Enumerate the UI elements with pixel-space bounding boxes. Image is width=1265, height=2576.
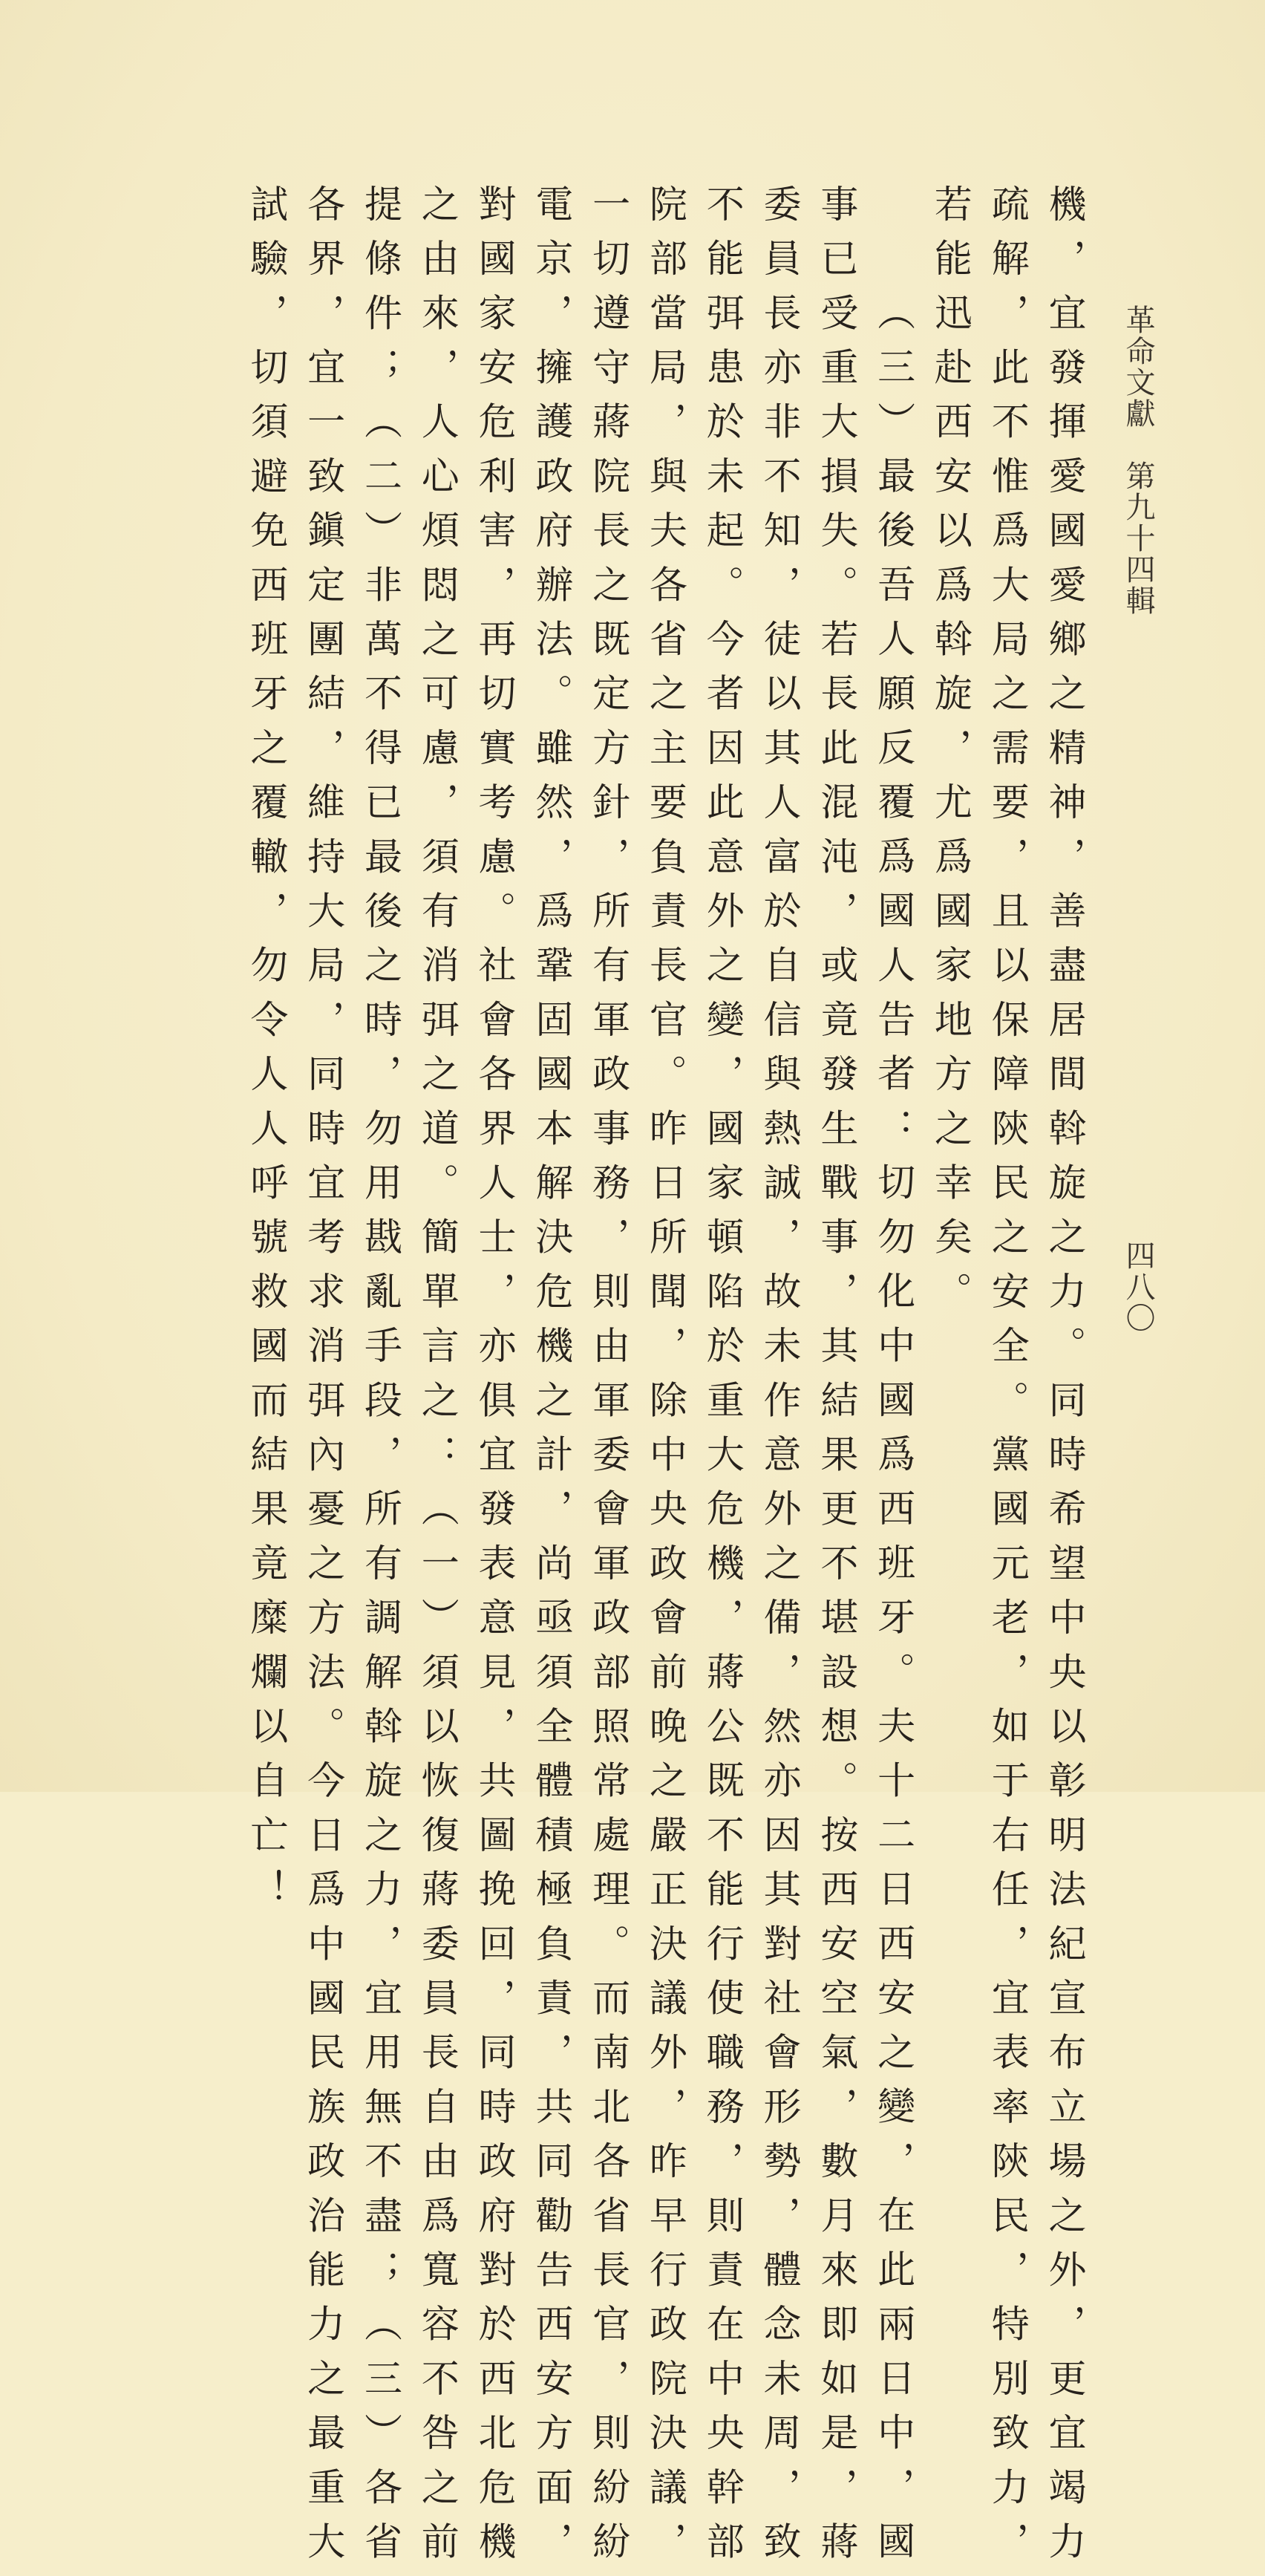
text-column: 事已受重大損失。若長此混沌，或竟發生戰事，其結果更不堪設想。按西安空氣，數月來即如是，蔣 — [813, 184, 857, 2576]
text-column: 機，宜發揮愛國愛鄉之精神，善盡居間斡旋之力。同時希望中央以彰明法紀宣布立場之外，更宜竭力 — [1042, 184, 1085, 2576]
text-column: 電京，擁護政府辦法。雖然，爲鞏固國本解決危機之計，尚亟須全體積極負責，共同勸告西安方面， — [528, 184, 572, 2576]
text-column: 若能迅赴西安以爲斡旋，尤爲國家地方之幸矣。 — [927, 184, 972, 1326]
text-column: 試驗，切須避免西班牙之覆轍，勿令人人呼號救國而結果竟糜爛以自亡！ — [243, 184, 287, 1924]
body-text — [243, 184, 1091, 2576]
page-number: 四八〇 — [1121, 1240, 1155, 1334]
text-column: 之由來，人心煩悶之可慮，須有消弭之道。簡單言之：（一）須以恢復蔣委員長自由爲寬容不咎之前 — [414, 184, 459, 2576]
text-column: 一切遵守蔣院長之既定方針，所有軍政事務，則由軍委會軍政部照常處理。而南北各省長官，則紛紛 — [585, 184, 630, 2576]
paragraph-start-column: （三）最後吾人願反覆爲國人告者：切勿化中國爲西班牙。夫十二日西安之變，在此兩日中，國 — [870, 293, 915, 2576]
text-column: 不能弭患於未起。今者因此意外之變，國家頓陷於重大危機，蔣公既不能行使職務，則責在中央幹部 — [699, 184, 744, 2576]
text-column: 提條件；（二）非萬不得已最後之時，勿用戡亂手段，所有調解斡旋之力，宜用無不盡；（三）各省 — [357, 184, 402, 2576]
text-column: 疏解，此不惟爲大局之需要，且以保障陝民之安全。黨國元老，如于右任，宜表率陝民，特別致力， — [984, 184, 1029, 2576]
text-column: 院部當局，與夫各省之主要負責長官。昨日所聞，除中央政會前晚之嚴正決議外，昨早行政院決議， — [642, 184, 687, 2576]
text-column: 委員長亦非不知，徒以其人富於自信與熱誠，故未作意外之備，然亦因其對社會形勢，體念未周，致 — [756, 184, 801, 2576]
text-column: 各界，宜一致鎭定團結，維持大局，同時宜考求消弭內憂之方法。今日爲中國民族政治能力之最重大 — [300, 184, 344, 2576]
text-column: 對國家安危利害，再切實考慮。社會各界人士，亦俱宜發表意見，共圖挽回，同時政府對於西北危機 — [471, 184, 516, 2576]
running-head: 革命文獻 第九十四輯 — [1121, 304, 1155, 616]
